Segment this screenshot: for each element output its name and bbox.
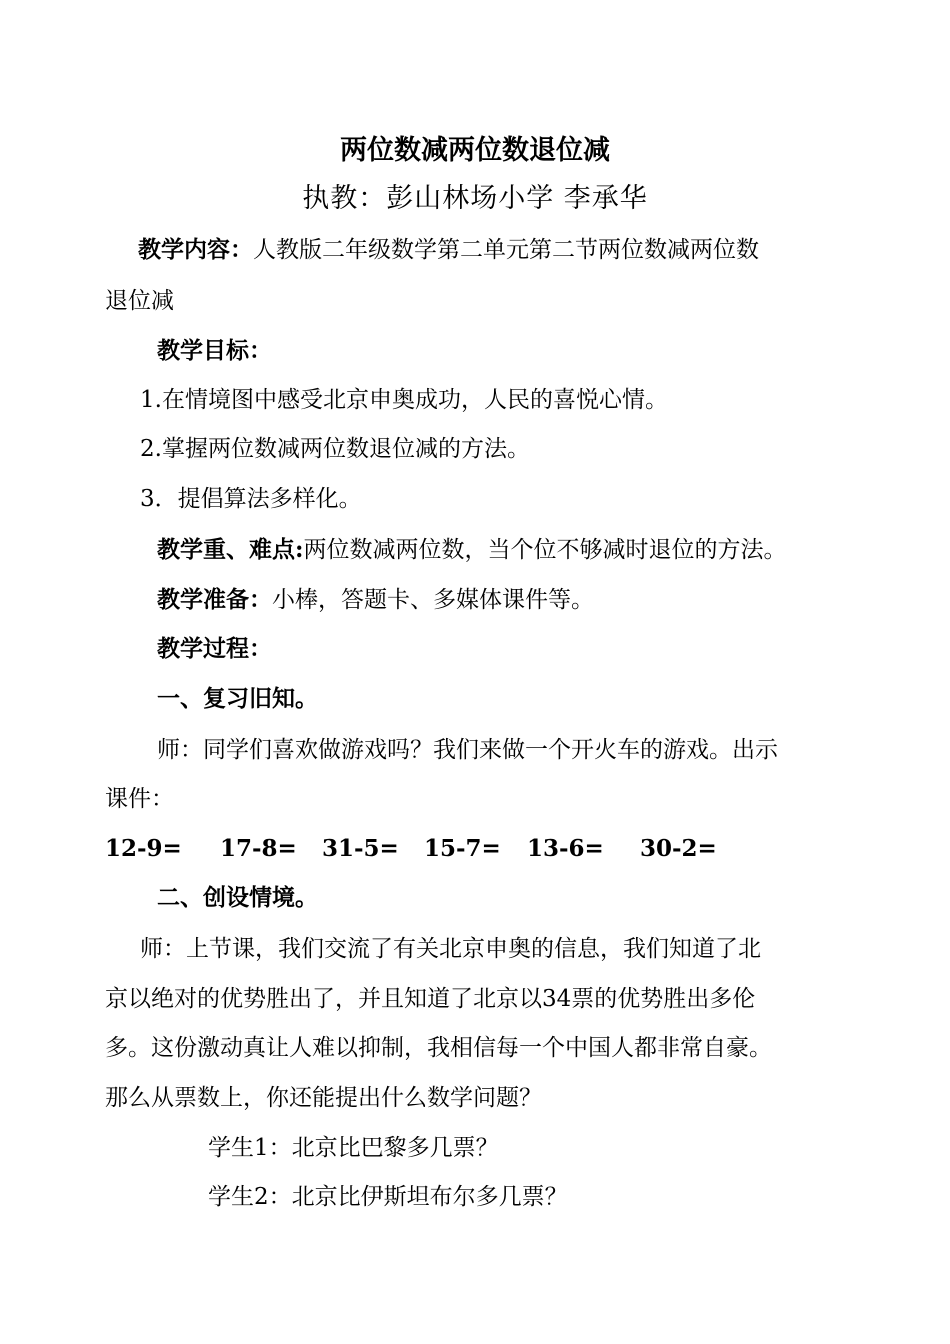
key-points-line: [157, 535, 950, 565]
objective-item: 1.在情境图中感受北京申奥成功，人民的喜悦心情。: [140, 387, 668, 413]
section2-paragraph: 多。这份激动真让人难以抑制，我相信每一个中国人都非常自豪。: [105, 1035, 772, 1061]
section1-heading: 一、复习旧知。: [157, 685, 318, 712]
equation: 12-9=: [105, 835, 182, 862]
teacher-byline: 执教：彭山林场小学 李承华: [302, 183, 648, 214]
equation: 15-7=: [424, 835, 501, 862]
objective-item: 3．提倡算法多样化。: [140, 486, 362, 512]
section1-heading-line: [157, 684, 950, 714]
objectives-heading: 教学目标：: [157, 337, 272, 364]
content-label: 教学内容：: [138, 236, 253, 263]
student-answer: 学生1：北京比巴黎多几票？: [208, 1135, 499, 1161]
section2-heading-line: [157, 883, 950, 913]
student-answer: 学生2：北京比伊斯坦布尔多几票？: [208, 1184, 568, 1210]
content-line-continued: 退位减: [105, 288, 174, 314]
page-title: 两位数减两位数退位减: [340, 135, 610, 166]
objectives-heading-line: [157, 336, 950, 366]
preparation-text: 小棒，答题卡、多媒体课件等。: [272, 587, 594, 613]
preparation-label: 教学准备：: [157, 586, 272, 613]
preparation-line: [157, 585, 950, 615]
section2-paragraph: 师：上节课，我们交流了有关北京申奥的信息，我们知道了北: [140, 936, 761, 962]
section2-heading: 二、创设情境。: [157, 884, 318, 911]
section1-paragraph-continued: 课件：: [105, 786, 174, 812]
key-points-label: 教学重、难点:: [157, 536, 304, 563]
objective-item: 2.掌握两位数减两位数退位减的方法。: [140, 436, 530, 462]
process-heading-line: [157, 634, 950, 664]
section2-paragraph: 那么从票数上，你还能提出什么数学问题？: [105, 1085, 542, 1111]
equation: 13-6=: [527, 835, 604, 862]
section2-paragraph: 京以绝对的优势胜出了，并且知道了北京以34票的优势胜出多伦: [105, 986, 756, 1012]
content-line: [138, 235, 950, 265]
content-text: 人教版二年级数学第二单元第二节两位数减两位数: [253, 237, 759, 263]
equation: 17-8=: [220, 835, 297, 862]
section1-paragraph: 师：同学们喜欢做游戏吗？我们来做一个开火车的游戏。出示: [157, 737, 778, 763]
equation: 31-5=: [322, 835, 399, 862]
key-points-text: 两位数减两位数，当个位不够减时退位的方法。: [303, 537, 787, 563]
equation: 30-2=: [640, 835, 717, 862]
process-heading: 教学过程：: [157, 635, 272, 662]
